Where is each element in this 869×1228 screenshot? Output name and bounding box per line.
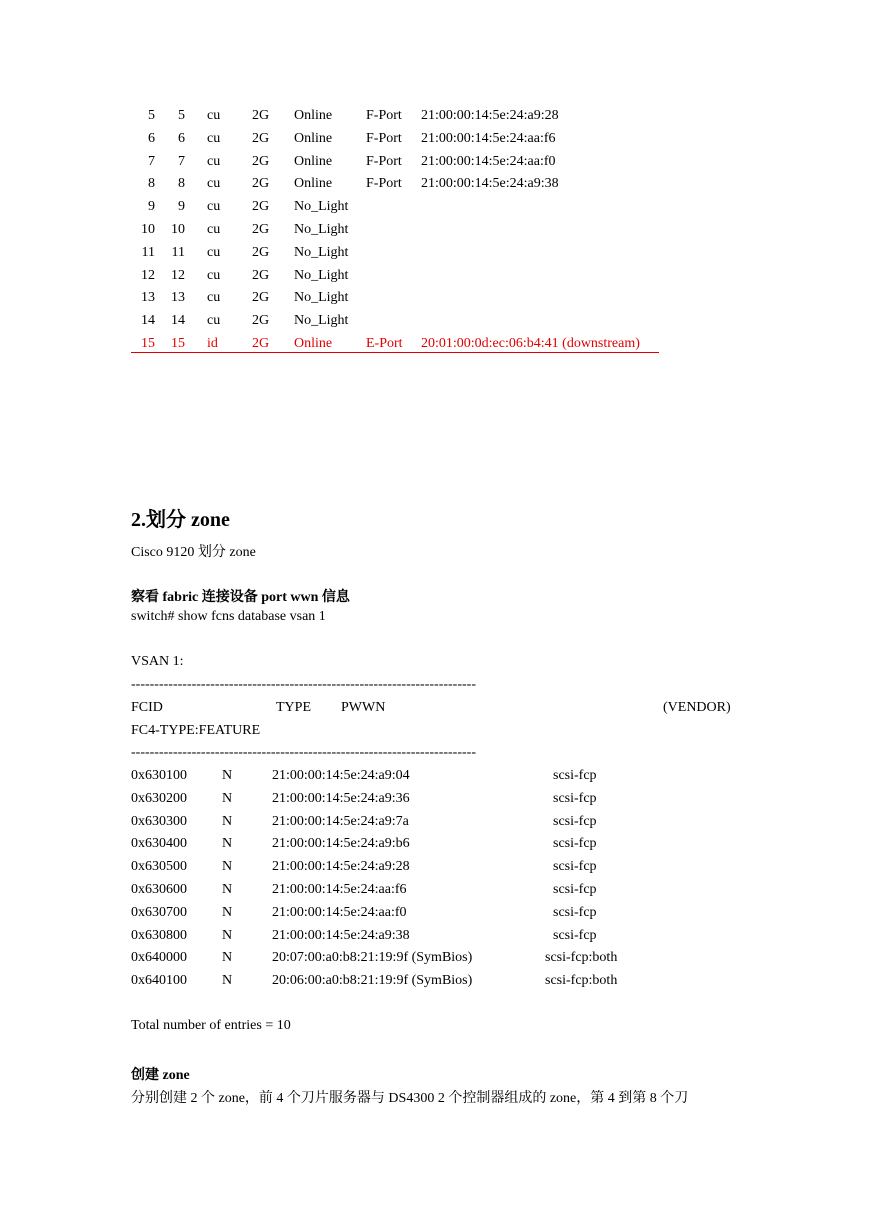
cell-media: cu bbox=[207, 244, 221, 260]
cell-speed: 2G bbox=[252, 176, 270, 192]
entry-feature: scsi-fcp:both bbox=[545, 950, 618, 966]
divider-bottom: -------------------------------------------------------------------------- bbox=[131, 745, 476, 760]
list-item bbox=[0, 768, 869, 790]
table-row bbox=[0, 336, 869, 358]
cell-speed: 2G bbox=[252, 336, 270, 351]
header-fc4: FC4-TYPE:FEATURE bbox=[131, 723, 261, 738]
entry-feature: scsi-fcp:both bbox=[545, 973, 618, 989]
cell-media: id bbox=[207, 336, 218, 351]
cell-port: 7 bbox=[148, 153, 155, 169]
cell-media: cu bbox=[207, 108, 221, 123]
step2-title: 创建 zone bbox=[131, 1068, 190, 1083]
command-line: switch# show fcns database vsan 1 bbox=[131, 609, 326, 624]
entry-pwwn: 21:00:00:14:5e:24:a9:28 bbox=[272, 859, 410, 875]
cell-wwn: 20:01:00:0d:ec:06:b4:41 (downstream) bbox=[421, 336, 640, 351]
entry-pwwn: 20:06:00:a0:b8:21:19:9f (SymBios) bbox=[272, 973, 473, 989]
cell-state: Online bbox=[294, 130, 333, 146]
entry-fcid: 0x630700 bbox=[131, 904, 187, 920]
cell-type: F-Port bbox=[366, 130, 402, 146]
entry-feature: scsi-fcp bbox=[553, 768, 597, 783]
cell-speed: 2G bbox=[252, 130, 270, 146]
cell-media: cu bbox=[207, 222, 221, 237]
list-item bbox=[0, 950, 869, 972]
list-item bbox=[0, 814, 869, 836]
cell-index: 5 bbox=[178, 108, 185, 123]
cell-port: 5 bbox=[148, 108, 155, 123]
entry-pwwn: 21:00:00:14:5e:24:aa:f6 bbox=[272, 882, 407, 897]
cell-type: F-Port bbox=[366, 153, 402, 169]
entry-fcid: 0x630400 bbox=[131, 836, 187, 852]
entry-type: N bbox=[222, 859, 233, 875]
entry-pwwn: 21:00:00:14:5e:24:a9:b6 bbox=[272, 836, 410, 852]
cell-wwn: 21:00:00:14:5e:24:a9:28 bbox=[421, 108, 559, 123]
table-row bbox=[0, 199, 869, 221]
cell-state: No_Light bbox=[294, 222, 349, 237]
entry-type: N bbox=[222, 882, 233, 897]
cell-index: 15 bbox=[171, 336, 185, 351]
cell-port: 13 bbox=[141, 290, 155, 306]
cell-media: cu bbox=[207, 313, 221, 329]
cell-index: 12 bbox=[171, 267, 185, 283]
list-item bbox=[0, 791, 869, 813]
cell-media: cu bbox=[207, 153, 221, 169]
entry-fcid: 0x630500 bbox=[131, 859, 187, 875]
section-subtitle: Cisco 9120 划分 zone bbox=[131, 545, 256, 560]
list-item bbox=[0, 882, 869, 904]
cell-index: 7 bbox=[178, 153, 185, 169]
cell-state: No_Light bbox=[294, 267, 349, 283]
cell-speed: 2G bbox=[252, 267, 270, 283]
entry-type: N bbox=[222, 904, 233, 920]
cell-port: 6 bbox=[148, 130, 155, 146]
list-item bbox=[0, 928, 869, 950]
entry-feature: scsi-fcp bbox=[553, 904, 597, 920]
cell-type: F-Port bbox=[366, 108, 402, 123]
entry-type: N bbox=[222, 790, 233, 806]
cell-port: 14 bbox=[141, 313, 155, 329]
entry-pwwn: 21:00:00:14:5e:24:a9:38 bbox=[272, 927, 410, 943]
entry-pwwn: 21:00:00:14:5e:24:a9:36 bbox=[272, 790, 410, 806]
cell-wwn: 21:00:00:14:5e:24:a9:38 bbox=[421, 176, 559, 192]
cell-index: 13 bbox=[171, 290, 185, 306]
entry-feature: scsi-fcp bbox=[553, 790, 597, 806]
cell-media: cu bbox=[207, 176, 221, 192]
cell-port: 8 bbox=[148, 176, 155, 192]
entry-feature: scsi-fcp bbox=[553, 859, 597, 875]
entry-feature: scsi-fcp bbox=[553, 927, 597, 943]
cell-media: cu bbox=[207, 267, 221, 283]
cell-index: 14 bbox=[171, 313, 185, 329]
table-row bbox=[0, 268, 869, 290]
highlight-underline bbox=[131, 352, 659, 353]
cell-wwn: 21:00:00:14:5e:24:aa:f0 bbox=[421, 153, 556, 169]
entry-fcid: 0x630600 bbox=[131, 882, 187, 897]
entry-type: N bbox=[222, 768, 233, 783]
entry-feature: scsi-fcp bbox=[553, 836, 597, 852]
table-row bbox=[0, 154, 869, 176]
cell-type: E-Port bbox=[366, 336, 403, 351]
table-row bbox=[0, 176, 869, 198]
cell-port: 15 bbox=[141, 336, 155, 351]
cell-port: 10 bbox=[141, 222, 155, 237]
step1-title: 察看 fabric 连接设备 port wwn 信息 bbox=[131, 590, 350, 605]
cell-state: Online bbox=[294, 336, 333, 351]
list-item bbox=[0, 859, 869, 881]
entry-pwwn: 21:00:00:14:5e:24:a9:04 bbox=[272, 768, 410, 783]
cell-index: 6 bbox=[178, 130, 185, 146]
list-item bbox=[0, 836, 869, 858]
cell-port: 12 bbox=[141, 267, 155, 283]
cell-state: No_Light bbox=[294, 313, 349, 329]
cell-index: 11 bbox=[171, 244, 185, 260]
cell-index: 10 bbox=[171, 222, 185, 237]
cell-speed: 2G bbox=[252, 244, 270, 260]
cell-port: 11 bbox=[141, 244, 155, 260]
entry-fcid: 0x630100 bbox=[131, 768, 187, 783]
entry-fcid: 0x630200 bbox=[131, 790, 187, 806]
table-row bbox=[0, 108, 869, 130]
header-type: TYPE bbox=[276, 700, 311, 715]
vsan-label: VSAN 1: bbox=[131, 654, 184, 669]
table-row bbox=[0, 313, 869, 335]
cell-speed: 2G bbox=[252, 313, 270, 329]
cell-index: 9 bbox=[178, 199, 185, 215]
table-row bbox=[0, 290, 869, 312]
cell-state: No_Light bbox=[294, 290, 349, 306]
cell-state: Online bbox=[294, 176, 333, 192]
entry-feature: scsi-fcp bbox=[553, 813, 597, 829]
list-item bbox=[0, 905, 869, 927]
entry-pwwn: 20:07:00:a0:b8:21:19:9f (SymBios) bbox=[272, 950, 473, 966]
entry-pwwn: 21:00:00:14:5e:24:a9:7a bbox=[272, 813, 409, 829]
entry-type: N bbox=[222, 927, 233, 943]
cell-media: cu bbox=[207, 199, 221, 215]
cell-state: No_Light bbox=[294, 244, 349, 260]
list-item bbox=[0, 973, 869, 995]
entry-fcid: 0x630300 bbox=[131, 813, 187, 829]
divider-top: -------------------------------------------------------------------------- bbox=[131, 677, 476, 692]
section-heading: 2.划分 zone bbox=[131, 509, 230, 531]
cell-state: Online bbox=[294, 153, 333, 169]
cell-speed: 2G bbox=[252, 222, 270, 237]
cell-speed: 2G bbox=[252, 153, 270, 169]
cell-wwn: 21:00:00:14:5e:24:aa:f6 bbox=[421, 130, 556, 146]
entry-fcid: 0x640000 bbox=[131, 950, 187, 966]
cell-state: No_Light bbox=[294, 199, 349, 215]
cell-speed: 2G bbox=[252, 290, 270, 306]
entry-pwwn: 21:00:00:14:5e:24:aa:f0 bbox=[272, 904, 407, 920]
entry-type: N bbox=[222, 836, 233, 852]
cell-index: 8 bbox=[178, 176, 185, 192]
header-pwwn: PWWN bbox=[341, 700, 386, 715]
entry-fcid: 0x630800 bbox=[131, 927, 187, 943]
cell-media: cu bbox=[207, 130, 221, 146]
cell-media: cu bbox=[207, 290, 221, 306]
header-vendor: (VENDOR) bbox=[663, 700, 731, 715]
cell-state: Online bbox=[294, 108, 333, 123]
table-row bbox=[0, 131, 869, 153]
table-row bbox=[0, 245, 869, 267]
entry-feature: scsi-fcp bbox=[553, 882, 597, 897]
cell-speed: 2G bbox=[252, 199, 270, 215]
entry-type: N bbox=[222, 813, 233, 829]
header-fcid: FCID bbox=[131, 700, 163, 715]
cell-type: F-Port bbox=[366, 176, 402, 192]
cell-port: 9 bbox=[148, 199, 155, 215]
table-row bbox=[0, 222, 869, 244]
entry-type: N bbox=[222, 950, 233, 966]
total-entries: Total number of entries = 10 bbox=[131, 1018, 291, 1033]
entry-fcid: 0x640100 bbox=[131, 973, 187, 989]
step2-text: 分别创建 2 个 zone，前 4 个刀片服务器与 DS4300 2 个控制器组成的 zone，第 4 到第 8 个刀 bbox=[131, 1091, 689, 1106]
entry-type: N bbox=[222, 973, 233, 989]
cell-speed: 2G bbox=[252, 108, 270, 123]
